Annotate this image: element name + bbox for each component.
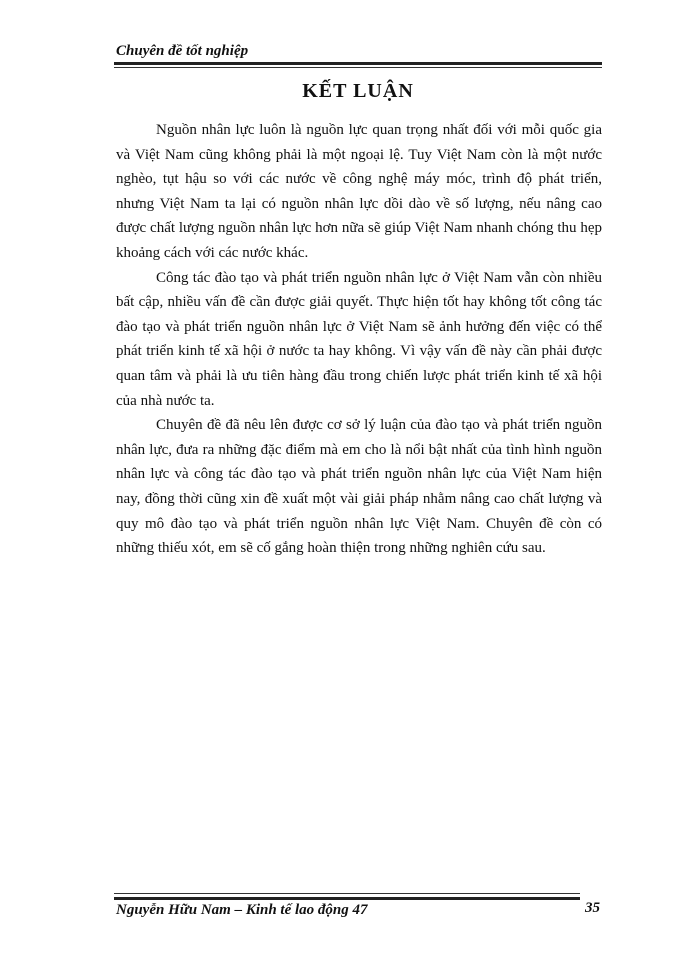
- header-rule-thin: [114, 67, 602, 68]
- footer-rule-thin: [114, 893, 580, 894]
- footer-author: Nguyễn Hữu Nam – Kinh tế lao động 47: [116, 902, 368, 918]
- paragraph: Nguồn nhân lực luôn là nguồn lực quan trọng nhất đối với mỗi quốc gia và Việt Nam cũng không phải là một ngoại lệ. Tuy Việt Nam còn là một nước nghèo, tụt hậu so với các nước về công nghệ máy móc, trình độ phát triển, nhưng Việt Nam ta lại có nguồn nhân lực dồi dào về số lượng, nếu nâng cao được chất lượng nguồn nhân lực hơn nữa sẽ giúp Việt Nam nhanh chóng thu hẹp khoảng cách với các nước khác.: [116, 122, 602, 261]
- paragraph: Chuyên đề đã nêu lên được cơ sở lý luận của đào tạo và phát triển nguồn nhân lực, đưa ra những đặc điểm mà em cho là nổi bật nhất của tình hình nguồn nhân lực và công tác đào tạo và phát triển nguồn nhân lực của Việt Nam hiện nay, đồng thời cũng xin đề xuất một vài giải pháp nhằm nâng cao chất lượng và quy mô đào tạo và phát triển nguồn nhân lực Việt Nam. Chuyên đề còn có những thiếu xót, em sẽ cố gắng hoàn thiện trong những nghiên cứu sau.: [116, 417, 602, 557]
- footer-rule-thick: [114, 897, 580, 900]
- body-text: [116, 118, 602, 561]
- paragraph: Công tác đào tạo và phát triển nguồn nhân lực ở Việt Nam vẫn còn nhiều bất cập, nhiều vấn đề cần được giải quyết. Thực hiện tốt hay không tốt công tác đào tạo và phát triển nguồn nhân lực ở Việt Nam sẽ ảnh hưởng đến việc có thể phát triển kinh tế xã hội ở nước ta hay không. Vì vậy vấn đề này cần phải được quan tâm và phải là ưu tiên hàng đầu trong chiến lược phát triển kinh tế xã hội của nhà nước ta.: [116, 269, 602, 409]
- header-rule-thick: [114, 62, 602, 65]
- page-number: 35: [585, 900, 600, 916]
- page-heading: KẾT LUẬN: [302, 80, 414, 102]
- header-title: Chuyên đề tốt nghiệp: [116, 43, 249, 59]
